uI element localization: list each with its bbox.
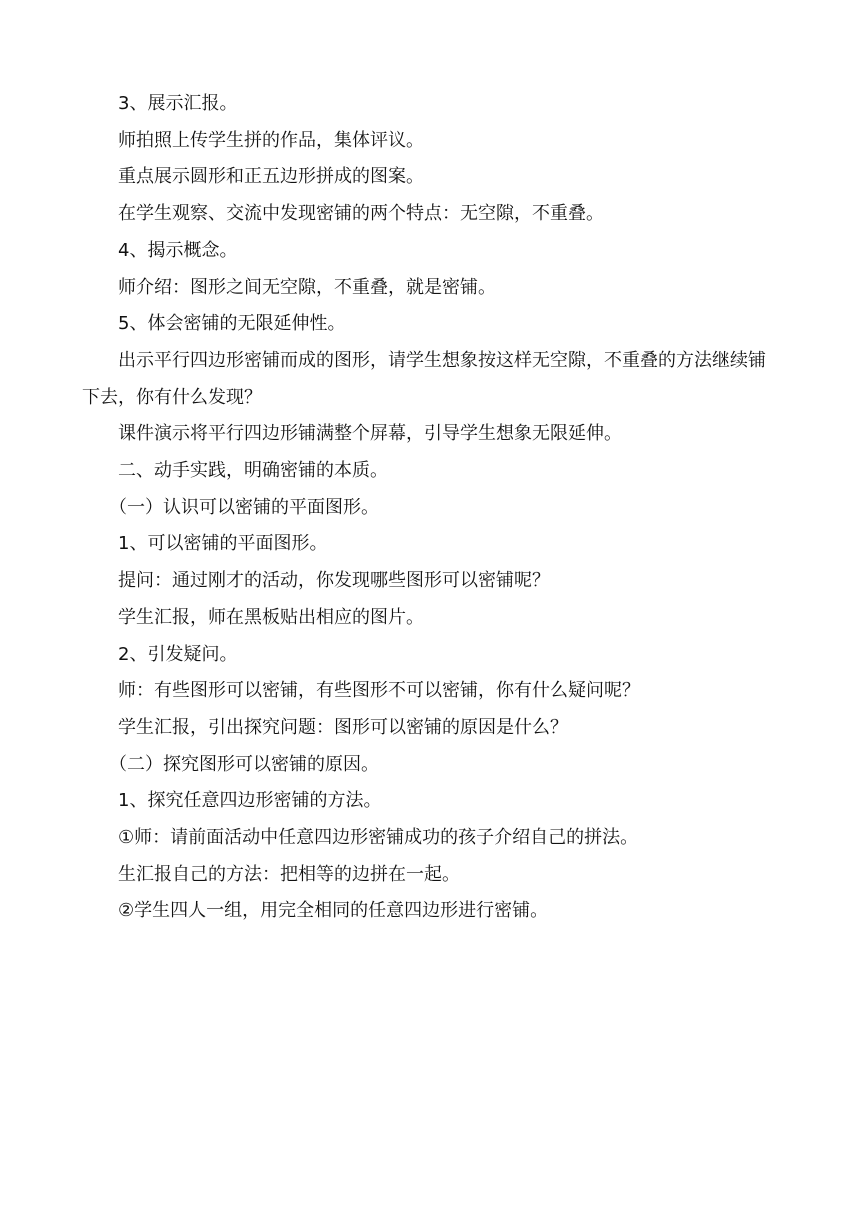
document-body xyxy=(82,86,782,930)
paragraph-parallelogram-imagine: 出示平行四边形密铺而成的图形，请学生想象按这样无空隙，不重叠的方法继续铺下去，你有什么发现？ xyxy=(82,349,766,408)
paragraph-section-two-heading: 二、动手实践，明确密铺的本质。 xyxy=(118,460,388,482)
paragraph-question: 提问：通过刚才的活动，你发现哪些图形可以密铺呢？ xyxy=(118,570,550,592)
paragraph-step-3-heading: 3、展示汇报。 xyxy=(118,93,238,114)
paragraph-definition: 师介绍：图形之间无空隙，不重叠，就是密铺。 xyxy=(118,276,496,298)
paragraph-two-features: 在学生观察、交流中发现密铺的两个特点：无空隙，不重叠。 xyxy=(118,203,604,225)
paragraph-teacher-question: 师：有些图形可以密铺，有些图形不可以密铺，你有什么疑问呢？ xyxy=(118,680,640,702)
paragraph-inquiry-question: 学生汇报，引出探究问题：图形可以密铺的原因是什么？ xyxy=(118,716,568,738)
paragraph-photo-upload: 师拍照上传学生拼的作品，集体评议。 xyxy=(118,129,424,151)
paragraph-teacher-invite: ①师：请前面活动中任意四边形密铺成功的孩子介绍自己的拼法。 xyxy=(118,827,639,849)
paragraph-focus-display: 重点展示圆形和正五边形拼成的图案。 xyxy=(118,166,424,188)
paragraph-group-activity: ②学生四人一组，用完全相同的任意四边形进行密铺。 xyxy=(118,900,549,922)
paragraph-step-5-heading: 5、体会密铺的无限延伸性。 xyxy=(118,313,346,335)
paragraph-step-4-heading: 4、揭示概念。 xyxy=(118,239,238,261)
paragraph-quadrilateral-method: 1、探究任意四边形密铺的方法。 xyxy=(118,790,382,812)
paragraph-step-2-heading: 2、引发疑问。 xyxy=(118,643,238,665)
paragraph-subsection-two-heading: （二）探究图形可以密铺的原因。 xyxy=(109,753,379,775)
paragraph-student-method: 生汇报自己的方法：把相等的边拼在一起。 xyxy=(118,863,460,885)
paragraph-step-1-heading: 1、可以密铺的平面图形。 xyxy=(118,533,328,555)
paragraph-subsection-one-heading: （一）认识可以密铺的平面图形。 xyxy=(109,496,379,518)
paragraph-student-report: 学生汇报，师在黑板贴出相应的图片。 xyxy=(118,606,424,628)
paragraph-courseware-demo: 课件演示将平行四边形铺满整个屏幕，引导学生想象无限延伸。 xyxy=(118,423,622,445)
